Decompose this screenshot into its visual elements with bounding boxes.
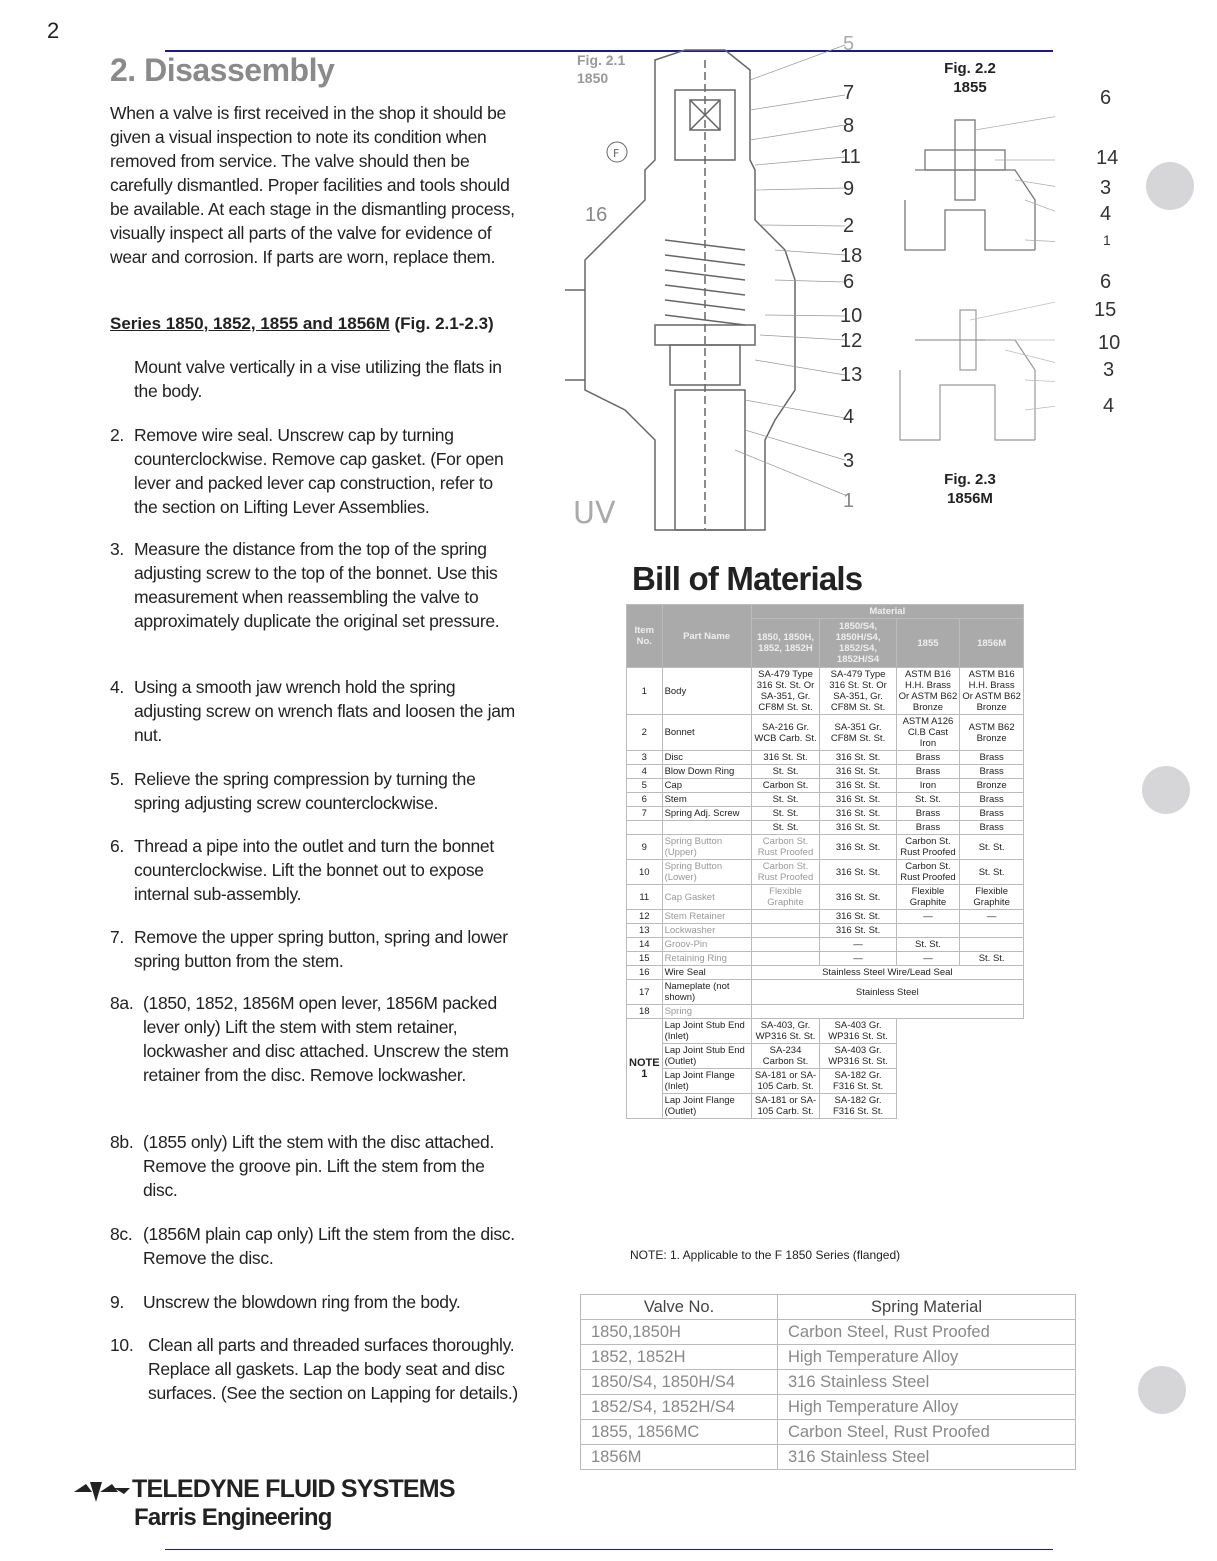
bom-material-cell: Brass <box>896 821 960 835</box>
bom-row <box>627 715 1024 751</box>
spring-valve-no: 1852/S4, 1852H/S4 <box>581 1395 778 1420</box>
bom-note-part: Lap Joint Stub End (Inlet) <box>662 1019 751 1044</box>
fig23-callout-4: 4 <box>1103 395 1115 417</box>
bom-item-no: 4 <box>627 765 663 779</box>
bom-item-no: 18 <box>627 1005 663 1019</box>
bom-note-row <box>627 1069 1024 1094</box>
bom-row <box>627 938 1024 952</box>
spring-header-cell: Spring Material <box>778 1295 1076 1320</box>
step-8a <box>110 991 520 1087</box>
bom-material-cell: St. St. <box>751 821 820 835</box>
step-6 <box>110 834 520 906</box>
spring-row <box>581 1370 1076 1395</box>
step-number: 3. <box>110 539 124 559</box>
bom-material-cell: Brass <box>960 807 1024 821</box>
bom-table <box>626 604 1024 1119</box>
bom-material-cell <box>751 910 820 924</box>
bom-item-no: 6 <box>627 793 663 807</box>
bom-material-cell <box>751 924 820 938</box>
bom-material-cell: Carbon St. Rust Proofed <box>896 860 960 885</box>
bom-header-part: Part Name <box>662 605 751 668</box>
step-number: 9. <box>110 1292 124 1312</box>
fig22-callout-3: 3 <box>1100 177 1112 199</box>
fig21-callout-6: 6 <box>843 271 855 293</box>
bom-header-material: Material <box>751 605 1023 619</box>
step-text: (1856M plain cap only) Lift the stem from the disc. Remove the disc. <box>143 1224 515 1268</box>
bom-note-material: SA-234 Carbon St. <box>751 1044 820 1069</box>
step-text: Using a smooth jaw wrench hold the spring adjusting screw on wrench flats and loosen the jam nut. <box>134 677 515 745</box>
bom-part-name: Groov-Pin <box>662 938 751 952</box>
bom-item-no: 11 <box>627 885 663 910</box>
bom-material-cell: Carbon St. <box>751 779 820 793</box>
fig23-callout-10: 10 <box>1098 332 1121 354</box>
bom-material-cell: 316 St. St. <box>820 924 896 938</box>
step-number: 8c. <box>110 1224 133 1244</box>
fig21-callout-13: 13 <box>840 364 863 386</box>
spring-row <box>581 1345 1076 1370</box>
bom-item-no: 15 <box>627 952 663 966</box>
bom-part-name <box>662 821 751 835</box>
fig22-callout-14: 14 <box>1096 147 1119 169</box>
bom-row <box>627 779 1024 793</box>
bom-item-no: 7 <box>627 807 663 821</box>
bom-item-no: 10 <box>627 860 663 885</box>
bom-material-cell: — <box>820 952 896 966</box>
spring-valve-no: 1852, 1852H <box>581 1345 778 1370</box>
step-text: Remove the upper spring button, spring and lower spring button from the stem. <box>134 927 508 971</box>
bom-note-material: SA-403 Gr. WP316 St. St. <box>820 1044 896 1069</box>
page-number: 2 <box>47 18 60 43</box>
fig21-callout-16: 16 <box>585 204 608 226</box>
bom-material-cell: ASTM A126 Cl.B Cast Iron <box>896 715 960 751</box>
spring-valve-no: 1855, 1856MC <box>581 1420 778 1445</box>
bom-material-cell: 316 St. St. <box>820 779 896 793</box>
bom-row <box>627 751 1024 765</box>
bom-material-cell: St. St. <box>751 807 820 821</box>
step-number: 10. <box>110 1335 134 1355</box>
bom-title: Bill of Materials <box>632 560 863 597</box>
step-text: Mount valve vertically in a vise utilizing the flats in the body. <box>134 357 502 401</box>
spring-material-table <box>580 1294 1076 1470</box>
spring-valve-no: 1850,1850H <box>581 1320 778 1345</box>
bom-material-cell: — <box>896 952 960 966</box>
bom-part-name: Spring Adj. Screw <box>662 807 751 821</box>
bom-material-cell: Brass <box>896 765 960 779</box>
bom-material-cell: Carbon St. Rust Proofed <box>896 835 960 860</box>
bom-row <box>627 885 1024 910</box>
bom-col-1856m: 1856M <box>960 619 1024 668</box>
bom-material-cell: St. St. <box>960 835 1024 860</box>
bom-material-cell: Brass <box>896 751 960 765</box>
bom-row <box>627 807 1024 821</box>
step-10 <box>110 1333 520 1405</box>
step-text: Remove wire seal. Unscrew cap by turning counterclockwise. Remove cap gasket. (For open lever and packed lever cap construction, refer to the section on Lifting Lever Assemblies. <box>134 425 504 517</box>
punch-hole <box>1142 766 1190 814</box>
bom-row <box>627 765 1024 779</box>
bom-material-cell: Flexible Graphite <box>751 885 820 910</box>
bom-note-row <box>627 1094 1024 1119</box>
bom-item-no: 3 <box>627 751 663 765</box>
fig21-callout-11: 11 <box>840 146 861 168</box>
bom-part-name: Bonnet <box>662 715 751 751</box>
fig21-model: 1850 <box>577 70 609 86</box>
bom-material-cell: St. St. <box>960 860 1024 885</box>
bom-material-cell: 316 St. St. <box>820 793 896 807</box>
bom-material-cell: 316 St. St. <box>751 751 820 765</box>
fig23-callout-3: 3 <box>1103 359 1115 381</box>
bom-material-cell: St. St. <box>960 952 1024 966</box>
bom-note-empty <box>896 1069 1023 1094</box>
bom-material-cell: Iron <box>896 779 960 793</box>
bom-material-cell <box>960 924 1024 938</box>
bom-row <box>627 910 1024 924</box>
step-text: Unscrew the blowdown ring from the body. <box>143 1292 461 1312</box>
step-text: Relieve the spring compression by turning the spring adjusting screw counterclockwise. <box>134 769 476 813</box>
bom-material-cell: St. St. <box>896 793 960 807</box>
fig21-valve-drawing <box>555 40 875 540</box>
step-5 <box>110 767 520 815</box>
step-text: Measure the distance from the top of the spring adjusting screw to the top of the bonnet. Use this measurement when reassembling the valve to approximately duplicate the original set pressure. <box>134 539 500 631</box>
fig22-drawing <box>885 110 1055 260</box>
spring-material: Carbon Steel, Rust Proofed <box>778 1420 1076 1445</box>
bom-note-empty <box>896 1019 1023 1044</box>
bom-item-no: 16 <box>627 966 663 980</box>
bom-item-no <box>627 821 663 835</box>
fig23-model: 1856M <box>947 490 993 507</box>
bom-material-cell: 316 St. St. <box>820 807 896 821</box>
fig22-label: Fig. 2.2 <box>944 60 996 77</box>
spring-row <box>581 1320 1076 1345</box>
bom-col-1850: 1850, 1850H, 1852, 1852H <box>751 619 820 668</box>
bom-row <box>627 835 1024 860</box>
bom-material-cell: SA-479 Type 316 St. St. Or SA-351, Gr. CF8M St. St. <box>751 668 820 715</box>
step-number: 8a. <box>110 993 134 1013</box>
bom-material-cell: 316 St. St. <box>820 835 896 860</box>
bom-part-name: Disc <box>662 751 751 765</box>
bom-note-marker: NOTE 1 <box>627 1019 663 1119</box>
bom-material-cell: Flexible Graphite <box>896 885 960 910</box>
bom-note-part: Lap Joint Stub End (Outlet) <box>662 1044 751 1069</box>
step-7 <box>110 925 520 973</box>
bom-item-no: 17 <box>627 980 663 1005</box>
bom-note-material: SA-403 Gr. WP316 St. St. <box>820 1019 896 1044</box>
teledyne-logo-icon <box>74 1480 130 1504</box>
fig21-callout-18: 18 <box>840 245 863 267</box>
spring-valve-no: 1850/S4, 1850H/S4 <box>581 1370 778 1395</box>
step-9 <box>110 1290 520 1314</box>
bom-note-material: SA-182 Gr. F316 St. St. <box>820 1069 896 1094</box>
bom-note-row <box>627 1044 1024 1069</box>
bom-material-cell: ASTM B16 H.H. Brass Or ASTM B62 Bronze <box>896 668 960 715</box>
step-number: 4. <box>110 677 124 697</box>
bom-note-empty <box>896 1094 1023 1119</box>
fig21-label: Fig. 2.1 <box>577 52 626 68</box>
bom-item-no: 14 <box>627 938 663 952</box>
fig21-callout-1: 1 <box>843 490 855 512</box>
footer-division: Farris Engineering <box>134 1504 332 1531</box>
bom-note: NOTE: 1. Applicable to the F 1850 Series (flanged) <box>630 1248 901 1262</box>
bom-material-span: Stainless Steel <box>751 980 1023 1005</box>
bom-col-1850s4: 1850/S4, 1850H/S4, 1852/S4, 1852H/S4 <box>820 619 896 668</box>
bom-row <box>627 860 1024 885</box>
bom-material-cell: SA-216 Gr. WCB Carb. St. <box>751 715 820 751</box>
spring-header-cell: Valve No. <box>581 1295 778 1320</box>
bom-material-cell: 316 St. St. <box>820 885 896 910</box>
bom-material-cell: 316 St. St. <box>820 910 896 924</box>
bom-note-material: SA-181 or SA-105 Carb. St. <box>751 1094 820 1119</box>
bom-material-cell: ASTM B62 Bronze <box>960 715 1024 751</box>
intro-paragraph: When a valve is first received in the shop it should be given a visual inspection to note its condition when removed from service. The valve should then be carefully dismantled. Proper facilities and tools should be available. At each stage in the dismantling process, visually inspect all parts of the valve for evidence of wear and corrosion. If parts are worn, replace them. <box>110 103 515 267</box>
bom-row <box>627 821 1024 835</box>
spring-row <box>581 1445 1076 1470</box>
bom-part-name: Body <box>662 668 751 715</box>
bom-part-name: Spring Button (Upper) <box>662 835 751 860</box>
bom-note-row <box>627 1019 1024 1044</box>
bom-part-name: Retaining Ring <box>662 952 751 966</box>
bom-material-cell: St. St. <box>751 765 820 779</box>
punch-hole <box>1146 162 1194 210</box>
bom-material-cell: 316 St. St. <box>820 821 896 835</box>
spring-material: 316 Stainless Steel <box>778 1445 1076 1470</box>
bom-material-cell: 316 St. St. <box>820 765 896 779</box>
bom-part-name: Lockwasher <box>662 924 751 938</box>
bom-row <box>627 793 1024 807</box>
spring-material: High Temperature Alloy <box>778 1395 1076 1420</box>
fig21-callout-9: 9 <box>843 178 855 200</box>
series-heading <box>110 314 494 334</box>
punch-hole <box>1138 1366 1186 1414</box>
step-number: 2. <box>110 425 124 445</box>
bom-material-span <box>751 1005 1023 1019</box>
fig21-callout-5: 5 <box>843 33 855 55</box>
step-3 <box>110 537 520 633</box>
section-heading: 2. Disassembly <box>110 52 335 88</box>
fig23-callout-6: 6 <box>1100 271 1112 293</box>
bom-note-material: SA-403, Gr. WP316 St. St. <box>751 1019 820 1044</box>
step-number: 5. <box>110 769 124 789</box>
bom-part-name: Blow Down Ring <box>662 765 751 779</box>
bottom-rule <box>165 1549 1053 1550</box>
bom-material-cell: Brass <box>960 751 1024 765</box>
bom-note-part: Lap Joint Flange (Outlet) <box>662 1094 751 1119</box>
fig23-label: Fig. 2.3 <box>944 471 996 488</box>
bom-material-cell: Bronze <box>960 779 1024 793</box>
bom-note-material: SA-181 or SA-105 Carb. St. <box>751 1069 820 1094</box>
fig21-callout-3: 3 <box>843 450 855 472</box>
bom-row <box>627 924 1024 938</box>
step-number: 7. <box>110 927 124 947</box>
step-text: Clean all parts and threaded surfaces thoroughly. Replace all gaskets. Lap the body seat and disc surfaces. (See the section on Lapping for details.) <box>148 1335 518 1403</box>
footer-company: TELEDYNE FLUID SYSTEMS <box>132 1475 455 1503</box>
fig22-callout-1: 1 <box>1103 232 1111 248</box>
fig21-f-mark: F <box>613 147 620 160</box>
fig22-model: 1855 <box>953 79 987 96</box>
step-number: 8b. <box>110 1132 134 1152</box>
bom-part-name: Cap Gasket <box>662 885 751 910</box>
bom-material-cell <box>896 924 960 938</box>
bom-item-no: 12 <box>627 910 663 924</box>
bom-material-cell <box>751 952 820 966</box>
bom-header-item: Item No. <box>627 605 663 668</box>
bom-material-cell: — <box>896 910 960 924</box>
bom-part-name: Spring <box>662 1005 751 1019</box>
bom-item-no: 9 <box>627 835 663 860</box>
bom-material-cell: — <box>960 910 1024 924</box>
spring-material: 316 Stainless Steel <box>778 1370 1076 1395</box>
spring-header-row <box>581 1295 1076 1320</box>
fig21-uv-stamp: UV <box>573 496 616 531</box>
spring-row <box>581 1395 1076 1420</box>
bom-note-material: SA-182 Gr. F316 St. St. <box>820 1094 896 1119</box>
fig23-callout-15: 15 <box>1094 299 1117 321</box>
fig21-callout-7: 7 <box>843 82 855 104</box>
bom-material-cell: SA-479 Type 316 St. St. Or SA-351, Gr. CF8M St. St. <box>820 668 896 715</box>
bom-part-name: Spring Button (Lower) <box>662 860 751 885</box>
bom-part-name: Stem Retainer <box>662 910 751 924</box>
bom-col-1855: 1855 <box>896 619 960 668</box>
bom-row <box>627 980 1024 1005</box>
bom-note-part: Lap Joint Flange (Inlet) <box>662 1069 751 1094</box>
step-text: (1855 only) Lift the stem with the disc attached. Remove the groove pin. Lift the stem from the disc. <box>143 1132 495 1200</box>
bom-item-no: 13 <box>627 924 663 938</box>
bom-material-cell: Brass <box>960 765 1024 779</box>
step-number: 6. <box>110 836 124 856</box>
fig21-callout-2: 2 <box>843 215 855 237</box>
step-8c <box>110 1222 520 1270</box>
bom-part-name: Nameplate (not shown) <box>662 980 751 1005</box>
bom-note-empty <box>896 1044 1023 1069</box>
bom-row <box>627 952 1024 966</box>
fig23-drawing <box>885 290 1055 450</box>
fig21-callout-4: 4 <box>843 406 855 428</box>
bom-row <box>627 668 1024 715</box>
fig22-callout-4: 4 <box>1100 203 1112 225</box>
series-heading-text: Series 1850, 1852, 1855 and 1856M <box>110 314 390 333</box>
step-text: Thread a pipe into the outlet and turn the bonnet counterclockwise. Lift the bonnet out to expose internal sub-assembly. <box>134 836 494 904</box>
bom-material-cell <box>751 938 820 952</box>
spring-material: Carbon Steel, Rust Proofed <box>778 1320 1076 1345</box>
fig22-callout-6: 6 <box>1100 87 1112 109</box>
bom-row <box>627 966 1024 980</box>
step-4 <box>110 675 520 747</box>
spring-valve-no: 1856M <box>581 1445 778 1470</box>
bom-material-cell: Carbon St. Rust Proofed <box>751 835 820 860</box>
bom-item-no: 5 <box>627 779 663 793</box>
bom-material-cell: 316 St. St. <box>820 751 896 765</box>
step-2 <box>110 423 520 519</box>
fig21-callout-8: 8 <box>843 115 855 137</box>
series-heading-fig: (Fig. 2.1-2.3) <box>394 314 494 333</box>
fig21-callout-12: 12 <box>840 330 863 352</box>
spring-row <box>581 1420 1076 1445</box>
fig21-callout-10: 10 <box>840 305 863 327</box>
step-text: (1850, 1852, 1856M open lever, 1856M packed lever only) Lift the stem with stem retainer, lockwasher and disc attached. Unscrew the stem retainer from the disc. Remove lockwasher. <box>143 993 509 1085</box>
bom-part-name: Wire Seal <box>662 966 751 980</box>
bom-row <box>627 1005 1024 1019</box>
bom-material-cell: 316 St. St. <box>820 860 896 885</box>
bom-material-cell: — <box>820 938 896 952</box>
bom-material-span: Stainless Steel Wire/Lead Seal <box>751 966 1023 980</box>
bom-part-name: Cap <box>662 779 751 793</box>
bom-material-cell: St. St. <box>896 938 960 952</box>
bom-material-cell: Carbon St. Rust Proofed <box>751 860 820 885</box>
bom-material-cell: ASTM B16 H.H. Brass Or ASTM B62 Bronze <box>960 668 1024 715</box>
bom-material-cell: Brass <box>960 821 1024 835</box>
spring-material: High Temperature Alloy <box>778 1345 1076 1370</box>
bom-material-cell: St. St. <box>751 793 820 807</box>
step-1 <box>110 355 520 403</box>
bom-item-no: 2 <box>627 715 663 751</box>
bom-material-cell <box>960 938 1024 952</box>
step-8b <box>110 1130 520 1202</box>
bom-material-cell: Brass <box>960 793 1024 807</box>
bom-item-no: 1 <box>627 668 663 715</box>
bom-material-cell: SA-351 Gr. CF8M St. St. <box>820 715 896 751</box>
bom-material-cell: Flexible Graphite <box>960 885 1024 910</box>
bom-material-cell: Brass <box>896 807 960 821</box>
bom-part-name: Stem <box>662 793 751 807</box>
